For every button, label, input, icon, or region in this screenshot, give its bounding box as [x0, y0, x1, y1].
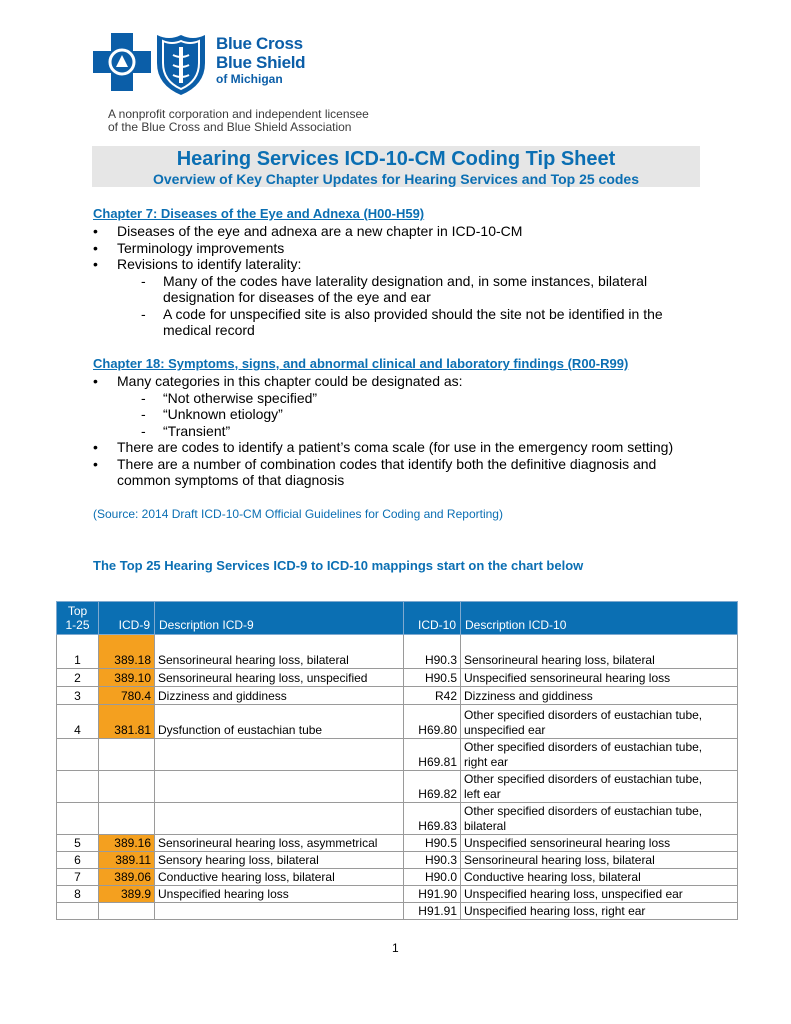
title-box	[92, 146, 700, 187]
tagline-line-1: A nonprofit corporation and independent licensee	[108, 107, 369, 121]
table-row: 1 389.18 Sensorineural hearing loss, bilateral H90.3 Sensorineural hearing loss, bilateral	[57, 635, 738, 669]
table-row: 4 381.81 Dysfunction of eustachian tube H69.80 Other specified disorders of eustachian tube, unspecified ear	[57, 705, 738, 739]
header-top: Top 1-25	[57, 602, 99, 635]
sub-list-item: - A code for unspecified site is also provided should the site not be identified in the medical record	[141, 305, 663, 338]
table-row: 3 780.4 Dizziness and giddiness R42 Dizziness and giddiness	[57, 687, 738, 705]
page-title: Hearing Services ICD-10-CM Coding Tip Sheet	[176, 148, 616, 170]
chapter-18-heading: Chapter 18: Symptoms, signs, and abnormal clinical and laboratory findings (R00-R99)	[93, 356, 629, 371]
bullet-icon: •	[93, 455, 98, 472]
table-row: H69.81 Other specified disorders of eustachian tube, right ear	[57, 739, 738, 771]
brand-name	[216, 34, 305, 86]
list-item: • Diseases of the eye and adnexa are a new chapter in ICD-10-CM	[93, 223, 523, 239]
dash-icon: -	[141, 272, 146, 289]
dash-icon: -	[141, 389, 146, 406]
mapping-table	[56, 601, 738, 920]
chapter-7-heading: Chapter 7: Diseases of the Eye and Adnexa (H00-H59)	[93, 206, 425, 221]
table-row: 5 389.16 Sensorineural hearing loss, asymmetrical H90.5 Unspecified sensorineural hearing loss	[57, 835, 738, 852]
sub-list-item: - Many of the codes have laterality designation and, in some instances, bilateral designation for diseases of the eye and ear	[141, 272, 648, 305]
table-row: H69.83 Other specified disorders of eustachian tube, bilateral	[57, 803, 738, 835]
brand-line-1: Blue Cross	[216, 34, 303, 53]
header-desc-icd10: Description ICD-10	[461, 602, 738, 635]
table-row: H91.91 Unspecified hearing loss, right ear	[57, 903, 738, 920]
bcbs-cross-shield-icon	[93, 33, 213, 97]
list-item: • There are a number of combination codes that identify both the definitive diagnosis and common symptoms of that diagnosis	[93, 455, 657, 488]
chapter-18-list	[93, 373, 673, 489]
dash-icon: -	[141, 422, 146, 439]
source-note: (Source: 2014 Draft ICD-10-CM Official Guidelines for Coding and Reporting)	[93, 507, 503, 521]
list-item: • Revisions to identify laterality:	[93, 256, 302, 272]
brand-line-2: Blue Shield	[216, 53, 306, 72]
table-row: 6 389.11 Sensory hearing loss, bilateral H90.3 Sensorineural hearing loss, bilateral	[57, 852, 738, 869]
table-header-row	[57, 602, 738, 635]
page-subtitle: Overview of Key Chapter Updates for Hearing Services and Top 25 codes	[152, 171, 639, 187]
table-row: 7 389.06 Conductive hearing loss, bilateral H90.0 Conductive hearing loss, bilateral	[57, 869, 738, 886]
sub-list-item: - “Not otherwise specified”	[141, 389, 318, 406]
bcbs-logo	[93, 33, 393, 97]
table-row: H69.82 Other specified disorders of eustachian tube, left ear	[57, 771, 738, 803]
bullet-icon: •	[93, 439, 98, 455]
list-item: • Many categories in this chapter could be designated as:	[93, 373, 463, 389]
brand-line-3: of Michigan	[216, 72, 283, 86]
tagline-line-2: of the Blue Cross and Blue Shield Association	[108, 120, 352, 134]
tagline	[108, 108, 369, 134]
page-number: 1	[392, 941, 399, 955]
list-item: • There are codes to identify a patient’s coma scale (for use in the emergency room setting)	[93, 439, 674, 455]
table-row: 8 389.9 Unspecified hearing loss H91.90 Unspecified hearing loss, unspecified ear	[57, 886, 738, 903]
header-desc-icd9: Description ICD-9	[155, 602, 404, 635]
sub-list-item: - “Unknown etiology”	[141, 406, 283, 422]
chapter-7-list	[93, 223, 663, 339]
table-row: 2 389.10 Sensorineural hearing loss, unspecified H90.5 Unspecified sensorineural hearing loss	[57, 669, 738, 687]
bullet-icon: •	[93, 223, 98, 239]
list-item: • Terminology improvements	[93, 239, 285, 256]
sub-list-item: - “Transient”	[141, 422, 231, 439]
dash-icon: -	[141, 406, 146, 422]
top-25-heading: The Top 25 Hearing Services ICD-9 to ICD-10 mappings start on the chart below	[93, 558, 584, 573]
header-icd10: ICD-10	[404, 602, 461, 635]
dash-icon: -	[141, 305, 146, 322]
header-icd9: ICD-9	[99, 602, 155, 635]
bullet-icon: •	[93, 239, 98, 256]
bullet-icon: •	[93, 373, 98, 389]
bullet-icon: •	[93, 256, 98, 272]
